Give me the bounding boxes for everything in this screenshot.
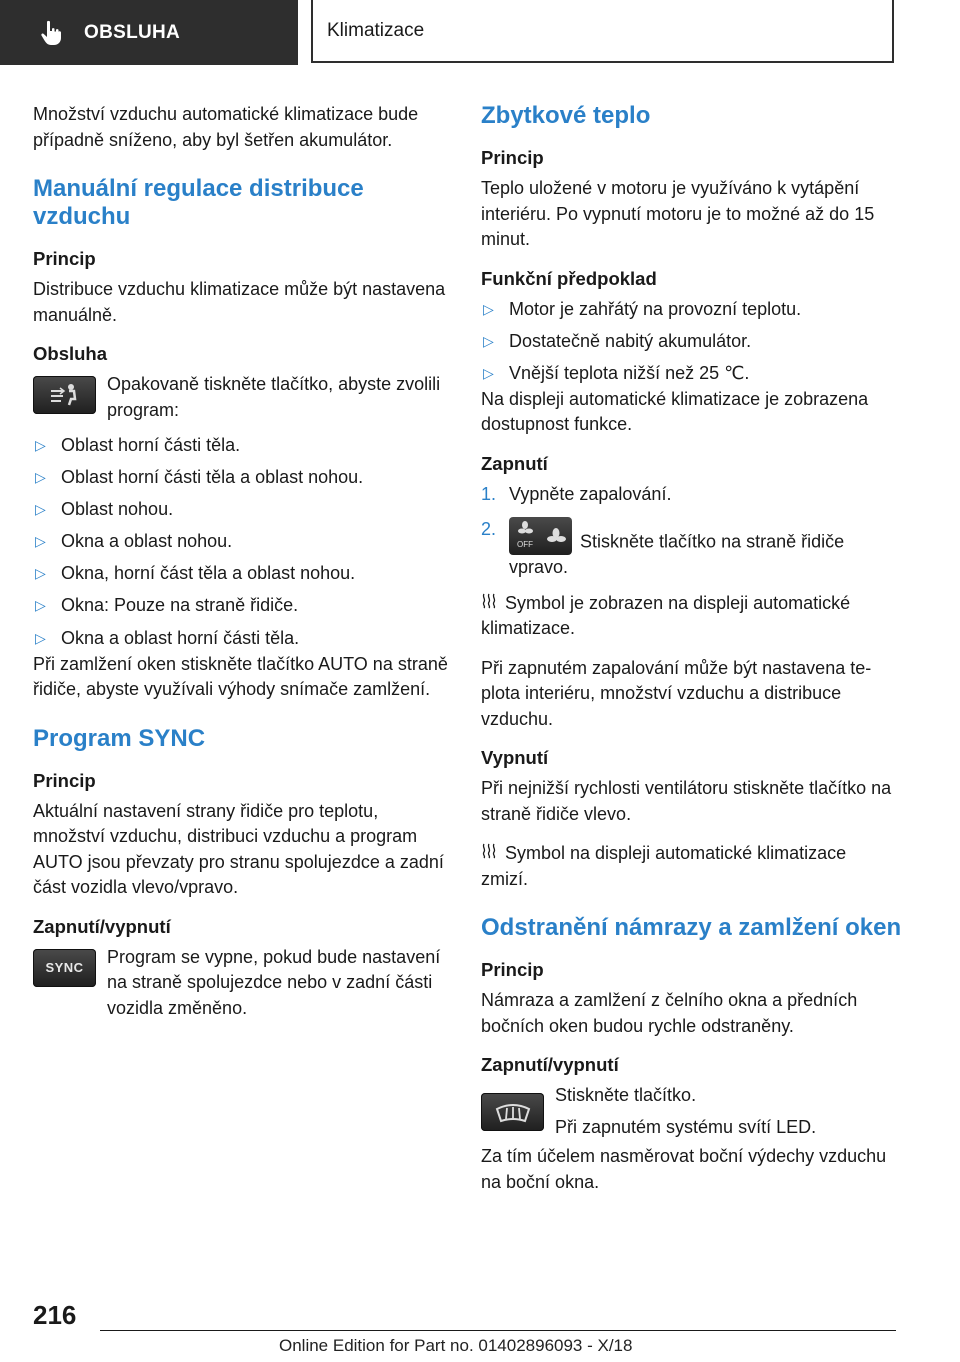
sync-princip-text: Aktuální nastavení strany řidiče pro teplotu, množství vzduchu, distribuci vzduchu a program AUTO jsou převzaty pro stranu spolujezdce a zadní část vozidla vlevo/vpravo. [33,800,444,898]
fogging-text: Při zamlžení oken stiskněte tlačítko AUTO na straně řidiče, abyste využívali výhody snímače zamlžení. [33,653,448,700]
sync-button-text: Program se vypne, pokud bude nastavení na straně spolujezdce nebo v zadní části vozidla změněno. [107,946,441,1018]
triangle-bullet-icon: ▷ [35,629,46,646]
step-item: 1. Vypněte zapalování. [481,483,672,504]
defrost-after-text: Za tím účelem nasměrovat boční výdechy vzduchu na boční okna. [481,1146,887,1192]
off-fan-button-icon [509,517,572,555]
manual-princip-label: Princip [33,248,96,269]
list-item: ▷ Okna a oblast horní části těla. [33,626,450,652]
list-item: ▷ Oblast nohou. [33,497,450,523]
triangle-bullet-icon: ▷ [35,437,46,453]
footer-divider [100,1330,896,1331]
manual-distribution-heading: Manuální regulace distribuce vzduchu [33,175,364,230]
heat-waves-icon [481,841,499,867]
left-column [33,102,450,1031]
triangle-bullet-icon: ▷ [35,597,46,614]
sync-button-row [33,945,450,1022]
triangle-bullet-icon: ▷ [35,469,46,486]
residual-zapnuti-label: Zapnutí [481,452,548,474]
list-item: ▷ Okna: Pouze na straně řidiče. [33,593,450,619]
triangle-bullet-icon: ▷ [483,332,494,349]
triangle-bullet-icon: ▷ [35,501,46,518]
residual-princip-label: Princip [481,147,544,168]
air-distribution-button-row [33,372,450,423]
residual-princip-text: Teplo uložené v motoru je využíváno k vytápění interiéru. Po vypnutí motoru je to možné až do 15 minut. [481,178,875,249]
manual-obsluha-label: Obsluha [33,343,108,364]
step-item: 2. OFF Stiskněte tlačítko na straně řidiče vpravo. [481,519,845,578]
symbol-gone-text: Symbol na displeji automatické klimatizace zmizí. [481,843,847,889]
defrost-zapnuti-label: Zapnutí/vypnutí [481,1054,619,1076]
defrost-heading: Odstranění námrazy a zamlžení oken [481,914,902,942]
list-item: ▷ Motor je zahřátý na provozní teplotu. [481,297,896,323]
triangle-bullet-icon: ▷ [35,533,46,550]
manual-princip-text: Distribuce vzduchu klimatizace může být nastavena manuálně. [33,279,446,325]
triangle-bullet-icon: ▷ [35,565,46,582]
section-label: OBSLUHA [84,21,181,43]
edition-text: Online Edition for Part no. 01402896093 - X/18 [279,1336,633,1355]
residual-predpoklad-label: Funkční předpoklad [481,267,657,289]
hand-pointer-icon [40,20,62,46]
ignition-text: Při zapnutém zapalování může být nastavena teplota interiéru, množství vzduchu a distribuce vzduchu. [481,657,872,729]
sync-princip-label: Princip [33,769,96,791]
availability-text: Na displeji automatické klimatizace je zobrazena dostupnost funkce. [481,388,869,435]
heat-waves-icon [481,591,499,617]
list-item: ▷ Okna, horní část těla a oblast nohou. [33,561,450,587]
triangle-bullet-icon: ▷ [483,300,494,317]
residual-vypnuti-label: Vypnutí [481,747,549,769]
sync-button-icon: SYNC [33,949,96,987]
symbol-shown-text: Symbol je zobrazen na displeji automatické klimatizace. [481,592,851,639]
chapter-title: Klimatizace [327,19,425,41]
defrost-princip-label: Princip [481,959,544,981]
intro-text: Množství vzduchu automatické klimatizace bude případně sníženo, aby byl šetřen akumulátor. [33,104,419,150]
prerequisite-list [481,297,896,387]
air-distribution-button-icon [33,376,96,414]
defrost-button-text-2: Při zapnutém systému svítí LED. [555,1116,817,1137]
chapter-title-box [311,0,894,63]
page-number: 216 [33,1300,77,1330]
defrost-button-icon [481,1093,544,1131]
triangle-bullet-icon: ▷ [483,364,494,381]
right-column [481,102,902,1209]
list-item: ▷ Oblast horní části těla. [33,433,450,459]
list-item: ▷ Dostatečně nabitý akumulátor. [481,329,896,355]
air-distribution-button-text: Opakovaně tiskněte tlačítko, abyste zvolili program: [107,374,441,420]
list-item: ▷ Oblast horní části těla a oblast nohou. [33,465,450,491]
defrost-button-row [481,1083,896,1140]
defrost-princip-text: Námraza a zamlžení z čelního okna a předních bočních oken budou rychle odstraněny. [481,990,858,1036]
vypnuti-text: Při nejnižší rychlosti ventilátoru stiskněte tlačítko na straně řidiče vlevo. [481,778,892,824]
sync-zapnuti-label: Zapnutí/vypnutí [33,915,171,937]
list-item: ▷ Vnější teplota nižší než 25 ℃. [481,361,896,387]
activation-steps [481,482,896,581]
defrost-button-text-1: Stiskněte tlačítko. [555,1085,697,1106]
distribution-program-list [33,433,450,651]
residual-heat-heading: Zbytkové teplo [481,102,651,129]
list-item: ▷ Okna a oblast nohou. [33,529,450,555]
sync-heading: Program SYNC [33,724,206,752]
section-tab [0,0,298,65]
svg-text:OFF: OFF [517,540,533,550]
